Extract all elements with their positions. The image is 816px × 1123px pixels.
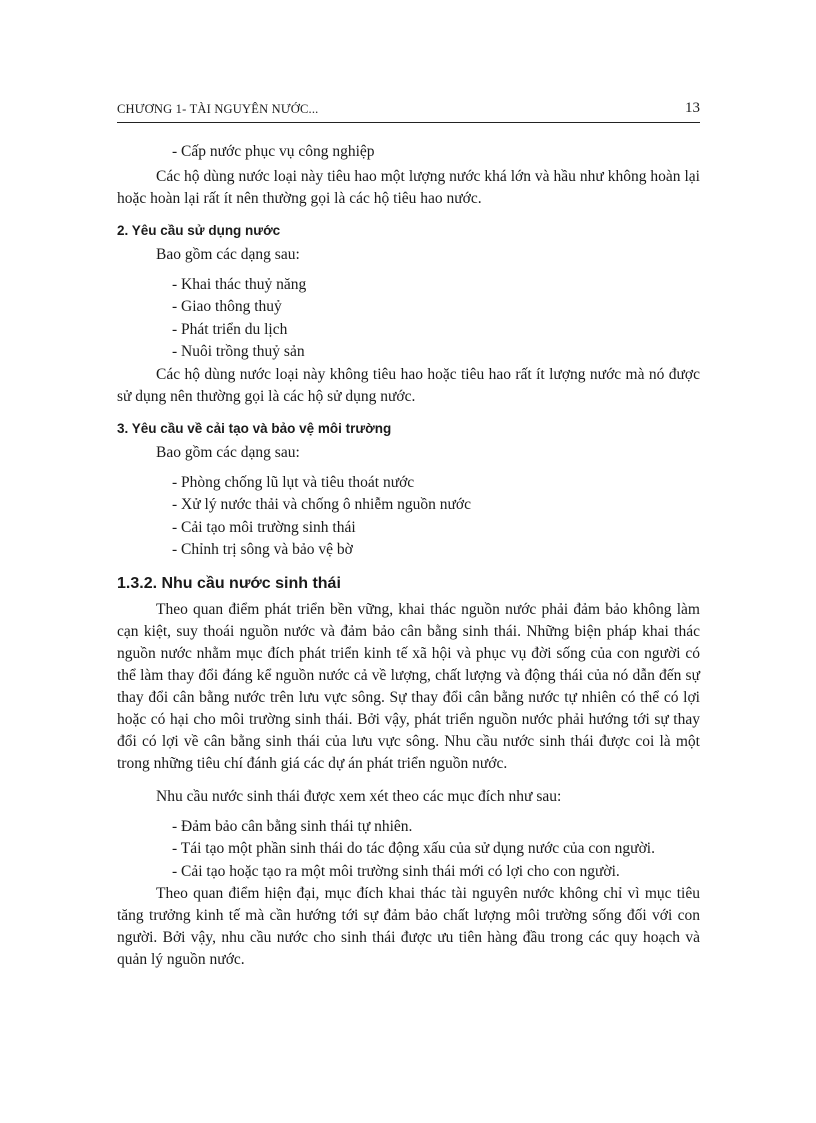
paragraph: Bao gồm các dạng sau: (156, 245, 300, 263)
list-item: - Phát triển du lịch (172, 320, 288, 338)
section-1-3-2-list (117, 816, 700, 884)
paragraph: Các hộ dùng nước loại này không tiêu hao hoặc tiêu hao rất ít lượng nước mà nó được sử dụng nên thường gọi là các hộ sử dụng nước. (117, 365, 700, 405)
list-item: - Đảm bảo cân bằng sinh thái tự nhiên. (172, 817, 413, 835)
section-2-list (117, 274, 700, 364)
page-body (117, 141, 700, 971)
list-item: - Xử lý nước thải và chống ô nhiễm nguồn nước (172, 496, 472, 513)
paragraph: Nhu cầu nước sinh thái được xem xét theo các mục đích như sau: (156, 787, 562, 805)
list-item: - Phòng chống lũ lụt và tiêu thoát nước (172, 473, 415, 491)
paragraph: Các hộ dùng nước loại này tiêu hao một lượng nước khá lớn và hầu như không hoàn lại hoặc hoàn lại rất ít nên thường gọi là các hộ tiêu hao nước. (117, 167, 700, 207)
list-item: - Khai thác thuỷ năng (172, 275, 307, 293)
section-3-list (117, 472, 700, 562)
list-item: - Nuôi trồng thuỷ sản (172, 343, 305, 360)
section-2-heading: 2. Yêu cầu sử dụng nước (117, 222, 281, 238)
intro-list (117, 141, 700, 164)
list-item: - Cải tạo môi trường sinh thái (172, 518, 356, 536)
list-item: - Chỉnh trị sông và bảo vệ bờ (172, 541, 353, 558)
list-item: - Cấp nước phục vụ công nghiệp (172, 143, 375, 160)
page-header (117, 100, 700, 123)
section-1-3-2-heading: 1.3.2. Nhu cầu nước sinh thái (117, 574, 341, 592)
section-3-heading: 3. Yêu cầu về cải tạo và bảo vệ môi trường (117, 420, 392, 436)
list-item: - Cải tạo hoặc tạo ra một môi trường sinh thái mới có lợi cho con người. (172, 862, 620, 880)
paragraph: Theo quan điểm hiện đại, mục đích khai thác tài nguyên nước không chỉ vì mục tiêu tăng trưởng kinh tế mà cần hướng tới sự đảm bảo chất lượng môi trường sống đối với con người. Bởi vậy, nhu cầu nước cho sinh thái được ưu tiên hàng đầu trong các quy hoạch và quản lý nguồn nước. (117, 885, 700, 968)
list-item: - Tái tạo một phần sinh thái do tác động xấu của sử dụng nước của con người. (172, 840, 655, 857)
paragraph: Theo quan điểm phát triển bền vững, khai thác nguồn nước phải đảm bảo không làm cạn kiệt, suy thoái nguồn nước và đảm bảo cân bằng sinh thái. Những biện pháp khai thác nguồn nước nhằm mục đích phát triển kinh tế xã hội và phục vụ đời sống của con người có thể làm thay đổi đáng kể nguồn nước cả về lượng, chất lượng và động thái của nó dẫn đến sự thay đổi cân bằng nước trên lưu vực sông. Sự thay đổi cân bằng nước tự nhiên có thể có lợi hoặc có hại cho môi trường sinh thái. Bởi vậy, phát triển nguồn nước phải hướng tới sự thay đổi có lợi về cân bằng sinh thái của lưu vực sông. Nhu cầu nước sinh thái được coi là một trong những tiêu chí đánh giá các dự án phát triển nguồn nước. (117, 600, 700, 772)
page-number: 13 (685, 100, 700, 116)
list-item: - Giao thông thuỷ (172, 298, 282, 315)
chapter-title: CHƯƠNG 1- TÀI NGUYÊN NƯỚC... (117, 102, 319, 116)
paragraph: Bao gồm các dạng sau: (156, 443, 300, 461)
